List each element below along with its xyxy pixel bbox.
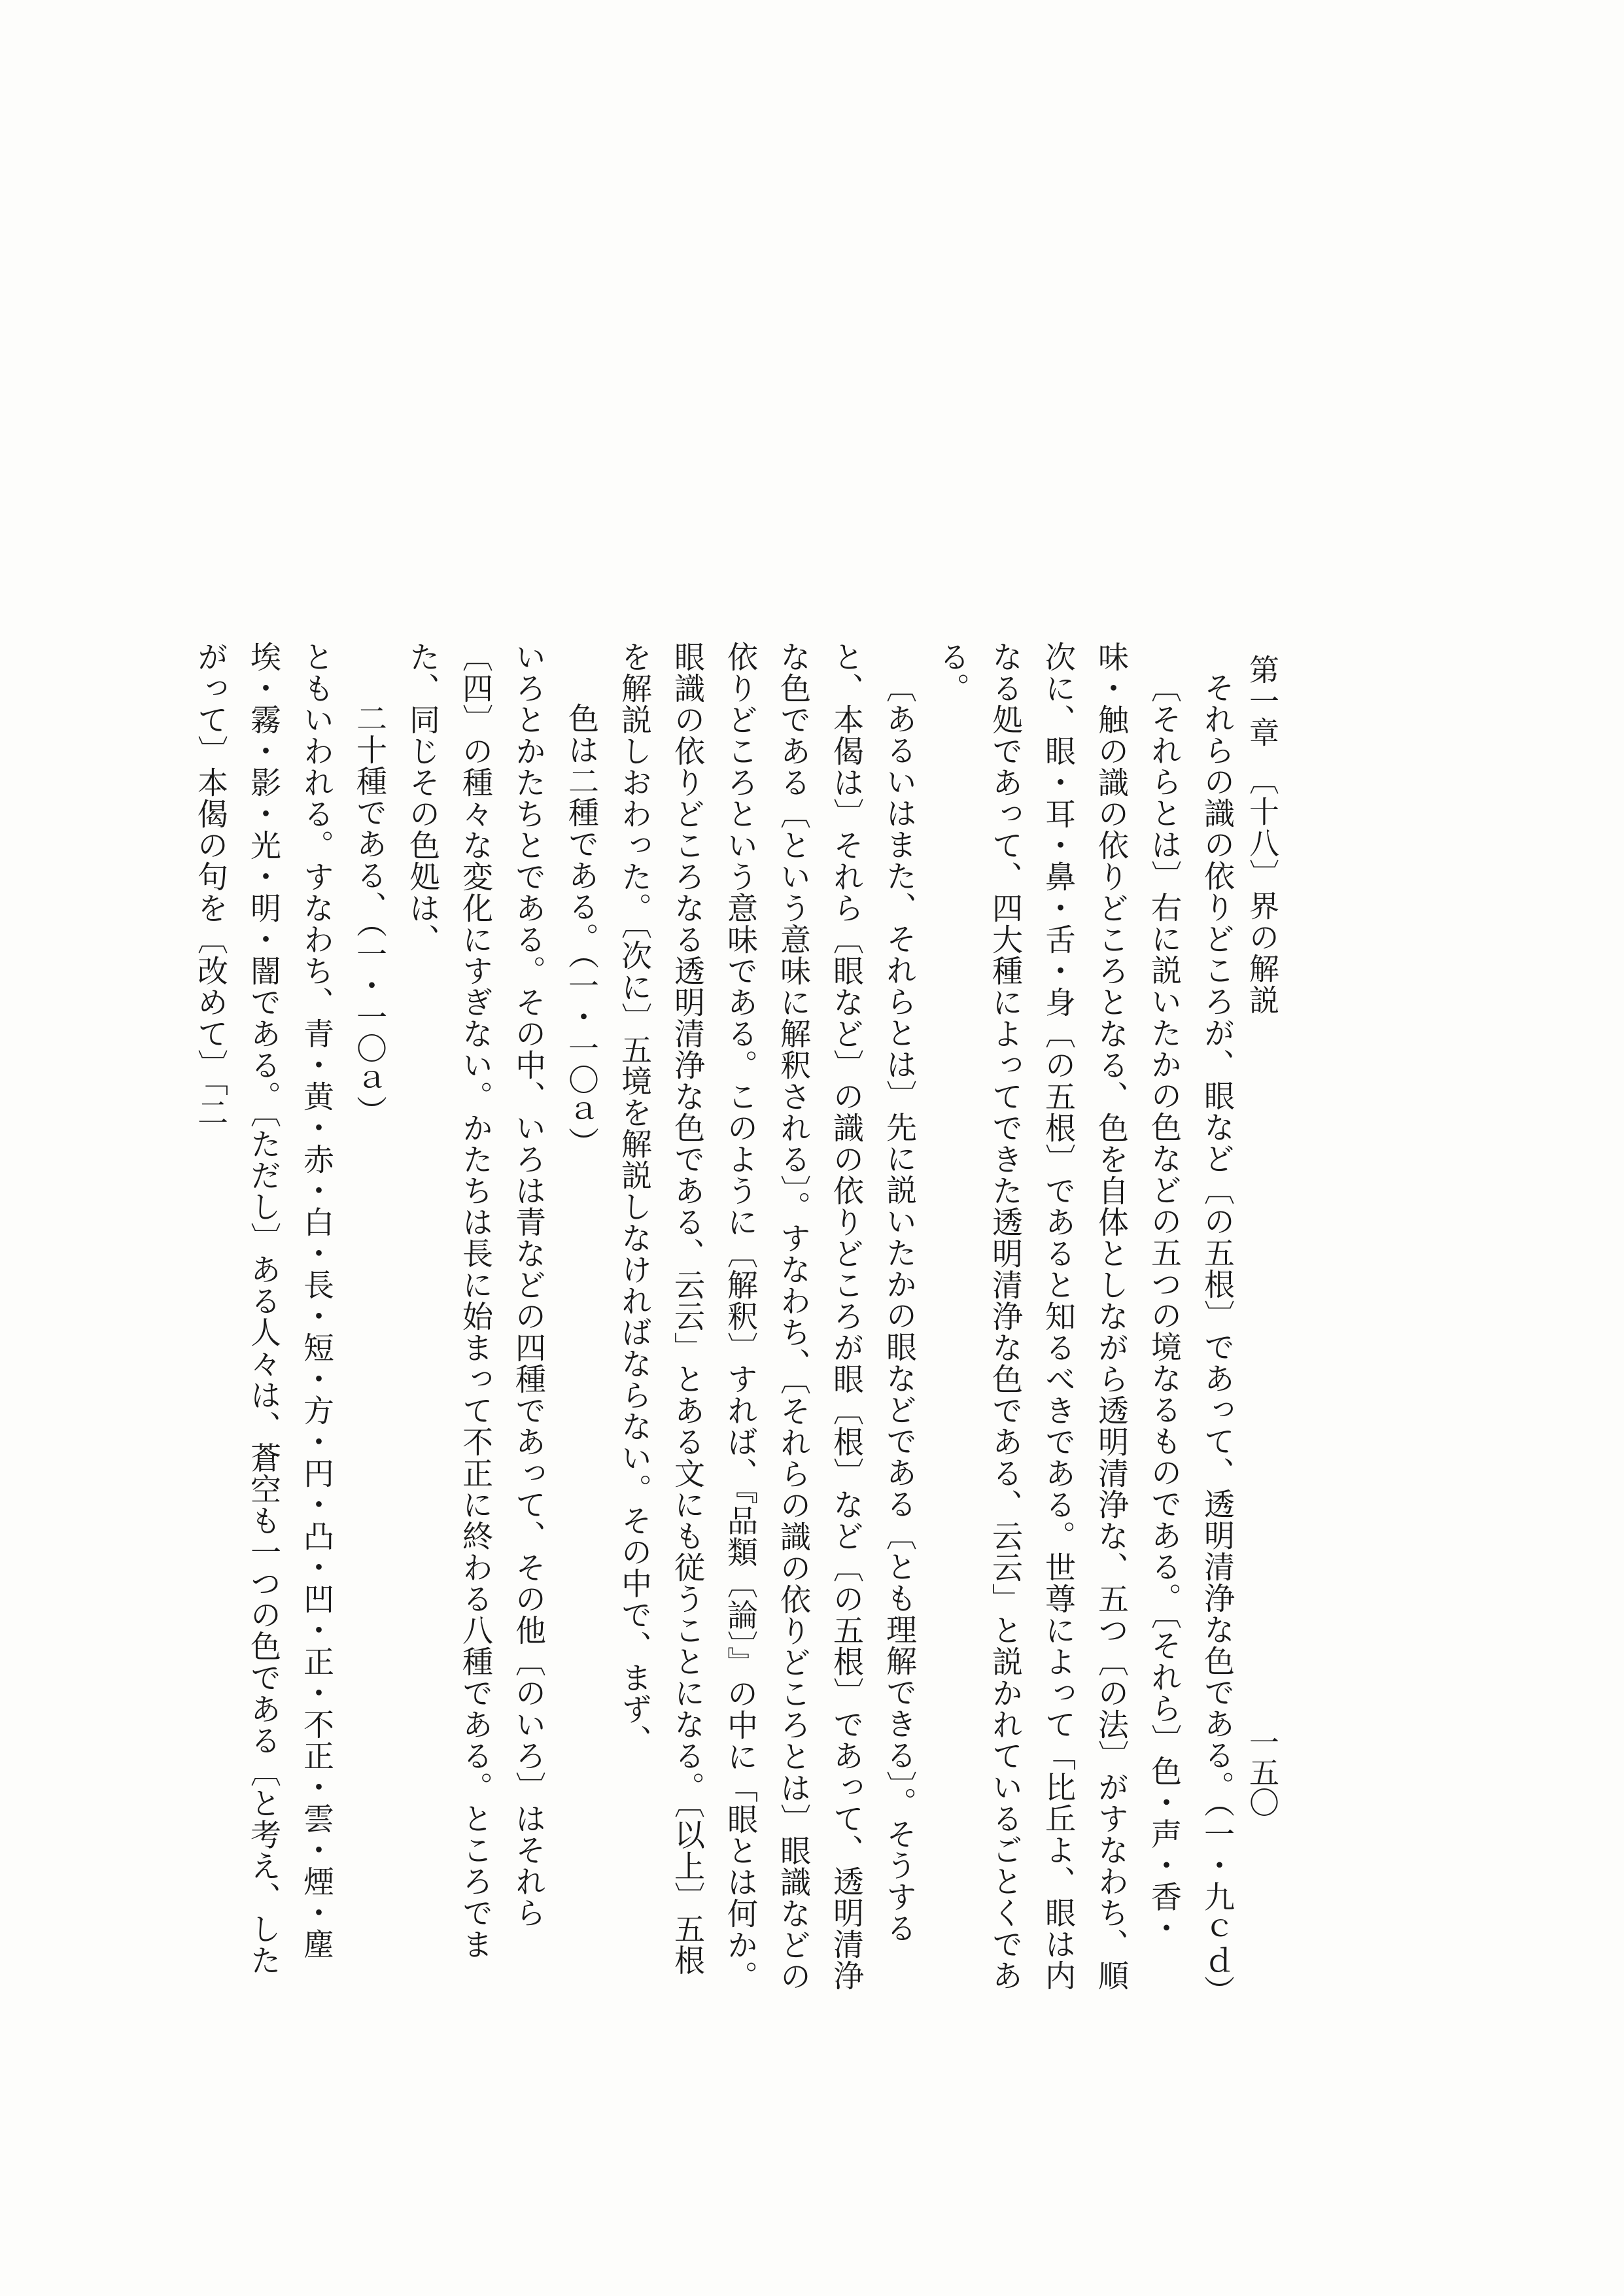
page-number: 一五〇 — [1245, 1727, 1280, 1817]
body-text — [192, 641, 1243, 2007]
paragraph: 〔それらとは〕右に説いたかの色などの五つの境なるものである。〔それら〕色・声・香・味・触の識の依りどころとなる、色を自体としながら透明清浄な、五つ〔の法〕がすなわち、順次に、眼・耳・鼻・舌・身〔の五根〕であると知るべきである。世尊によって「比丘よ、眼は内なる処であって、四大種によってできた透明清浄な色である、云云」と説かれているごとくである。 — [934, 641, 1182, 1991]
chapter-title: 第一章 〔十八〕界の解説 — [1245, 654, 1280, 1016]
verse-line: 二十種である、（一・一〇ａ） — [351, 703, 387, 1127]
verse-line: 色は二種である。（一・一〇ａ） — [563, 703, 599, 1158]
paragraph: ともいわれる。すなわち、青・黄・赤・白・長・短・方・円・凸・凹・正・不正・雲・煙・塵埃・霧・影・光・明・闇である。〔ただし〕ある人々は、蒼空も一つの色である〔と考え、したがって〕本偈の句を〔改めて〕「二 — [192, 641, 334, 1976]
paragraph: それらの識の依りどころが、眼など〔の五根〕であって、透明清浄な色である。（一・九ｃｄ） — [1199, 672, 1235, 2007]
paragraph: いろとかたちとである。その中、いろは青などの四種であって、その他〔のいろ〕はそれら〔四〕の種々な変化にすぎない。かたちは長に始まって不正に終わる八種である。ところでまた、同じその色処は、 — [404, 641, 546, 1960]
paragraph: 〔あるいはまた、それらとは〕先に説いたかの眼などである〔とも理解できる〕。そうすると、本偈は〕それら〔眼など〕の識の依りどころが眼〔根〕など〔の五根〕であって、透明清浄な色である〔という意味に解釈される〕。すなわち、〔それらの識の依りどころとは〕眼識などの依りどころという意味である。このように〔解釈〕すれば、『品類〔論〕』の中に「眼とは何か。眼識の依りどころなる透明清浄な色である、云云」とある文にも従うことになる。〔以上〕五根を解説しおわった。〔次に〕五境を解説しなければならない。その中で、まず、 — [616, 641, 917, 1992]
